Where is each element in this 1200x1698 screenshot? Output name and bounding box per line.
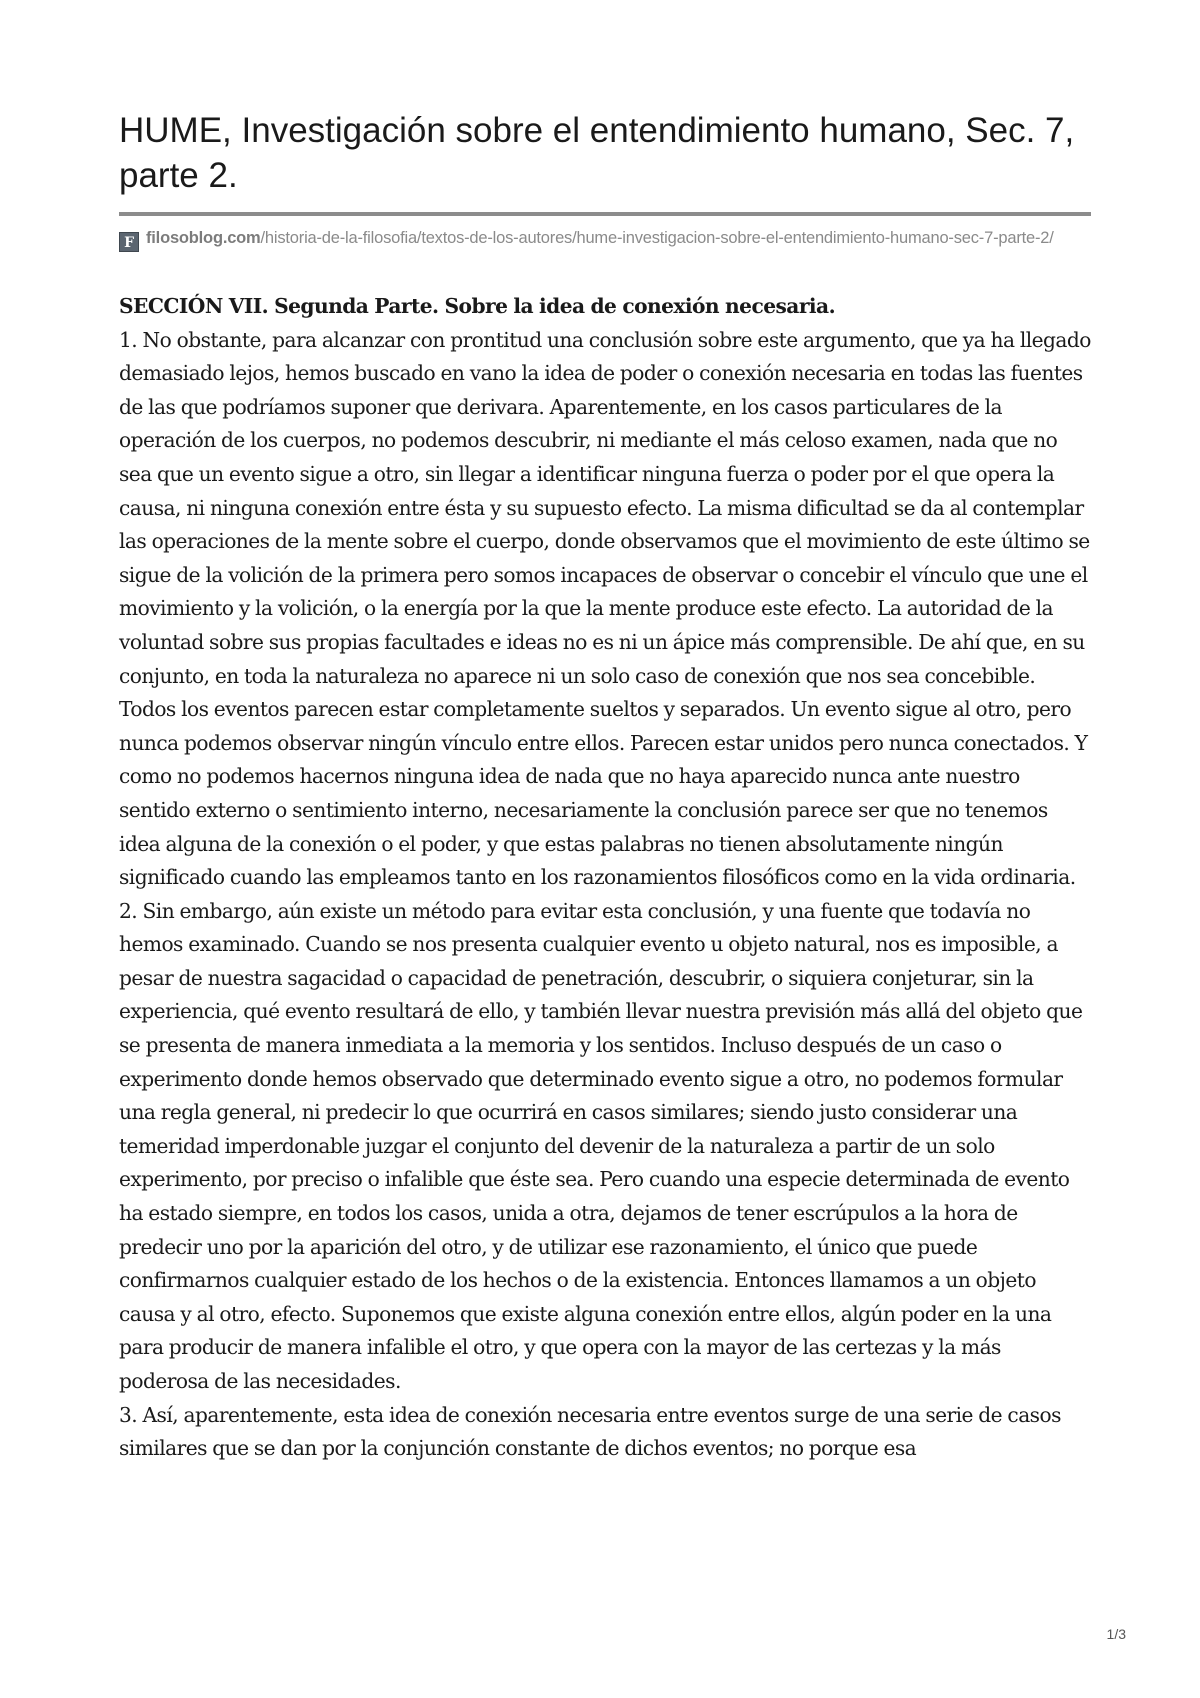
document-page [119,108,1091,1466]
site-favicon-icon: F [119,232,139,252]
page-number: 1/3 [1106,1626,1126,1642]
paragraph-2: 2. Sin embargo, aún existe un método para evitar esta conclusión, y una fuente que todavía no hemos examinado. Cuando se nos presenta cualquier evento u objeto natural, nos es imposible, a pesar de nuestra sagacidad o capacidad de penetración, descubrir, o siquiera conjeturar, sin la experiencia, qué evento resultará de ello, y también llevar nuestra previsión más allá del objeto que se presenta de manera inmediata a la memoria y los sentidos. Incluso después de un caso o experimento donde hemos observado que determinado evento sigue a otro, no podemos formular una regla general, ni predecir lo que ocurrirá en casos similares; siendo justo considerar una temeridad imperdonable juzgar el conjunto del devenir de la naturaleza a partir de un solo experimento, por preciso o infalible que éste sea. Pero cuando una especie determinada de evento ha estado siempre, en todos los casos, unida a otra, dejamos de tener escrúpulos a la hora de predecir uno por la aparición del otro, y de utilizar ese razonamiento, el único que puede confirmarnos cualquier estado de los hechos o de la existencia. Entonces llamamos a un objeto causa y al otro, efecto. Suponemos que existe alguna conexión entre ellos, algún poder en la una para producir de manera infalible el otro, y que opera con la mayor de las certezas y la más poderosa de las necesidades. [119,898,1083,1393]
paragraph-3: 3. Así, aparentemente, esta idea de conexión necesaria entre eventos surge de una serie de casos similares que se dan por la conjunción constante de dichos eventos; no porque esa [119,1402,1061,1461]
paragraph-1: 1. No obstante, para alcanzar con prontitud una conclusión sobre este argumento, que ya ha llegado demasiado lejos, hemos buscado en vano la idea de poder o conexión necesaria en todas las fuentes de las que podríamos suponer que derivara. Aparentemente, en los casos particulares de la operación de los cuerpos, no podemos descubrir, ni mediante el más celoso examen, nada que no sea que un evento sigue a otro, sin llegar a identificar ninguna fuerza o poder por el que opera la causa, ni ninguna conexión entre ésta y su supuesto efecto. La misma dificultad se da al contemplar las operaciones de la mente sobre el cuerpo, donde observamos que el movimiento de este último se sigue de la volición de la primera pero somos incapaces de observar o concebir el vínculo que une el movimiento y la volición, o la energía por la que la mente produce este efecto. La autoridad de la voluntad sobre sus propias facultades e ideas no es ni un ápice más comprensible. De ahí que, en su conjunto, en toda la naturaleza no aparece ni un solo caso de conexión que nos sea concebible. Todos los eventos parecen estar completamente sueltos y separados. Un evento sigue al otro, pero nunca podemos observar ningún vínculo entre ellos. Parecen estar unidos pero nunca conectados. Y como no podemos hacernos ninguna idea de nada que no haya aparecido nunca ante nuestro sentido externo o sentimiento interno, necesariamente la conclusión parece ser que no tenemos idea alguna de la conexión o el poder, y que estas palabras no tienen absolutamente ningún significado cuando las empleamos tanto en los razonamientos filosóficos como en la vida ordinaria. [119,327,1091,890]
source-url[interactable] [119,226,1091,252]
source-domain: filosoblog.com [146,229,261,247]
document-body [119,290,1091,1466]
section-heading: SECCIÓN VII. Segunda Parte. Sobre la idea de conexión necesaria. [119,294,836,318]
source-path: /historia-de-la-filosofia/textos-de-los-autores/hume-investigacion-sobre-el-entendimiento-humano-sec-7-parte-2/ [260,229,1054,247]
title-divider [119,212,1091,216]
document-title: HUME, Investigación sobre el entendimiento humano, Sec. 7, parte 2. [119,111,1075,195]
